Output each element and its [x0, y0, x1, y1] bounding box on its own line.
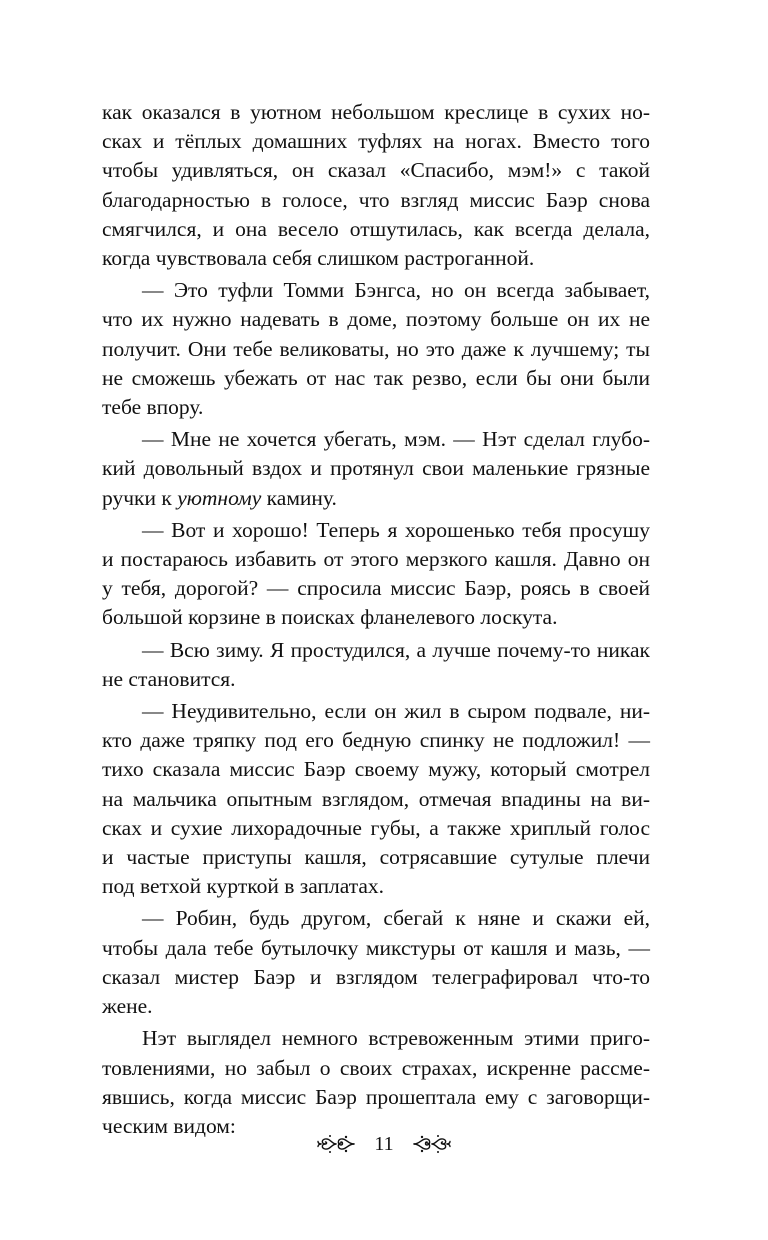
- text-line: не сможешь убежать от нас так резво, если бы они были: [102, 365, 650, 390]
- text-line: тебе впору.: [102, 395, 204, 420]
- text-line: на мальчика опытным взглядом, отмечая впадины на ви-: [102, 786, 650, 811]
- text-line: большой корзине в поисках фланелевого лоскута.: [102, 605, 558, 630]
- text-line: и постараюсь избавить от этого мерзкого кашля. Давно он: [102, 547, 650, 572]
- page-number: 11: [374, 1133, 394, 1155]
- text-line: сках и сухие лихорадочные губы, а также хриплый голос: [102, 815, 650, 840]
- text-line: когда чувствовала себя слишком растроганной.: [102, 246, 535, 271]
- flourish-ornament-left-icon: [316, 1132, 356, 1156]
- text-line: получит. Они тебе великоваты, но это даже к лучшему; ты: [102, 336, 650, 361]
- paragraph: [102, 1024, 650, 1141]
- paragraph: [102, 276, 650, 422]
- text-line: чтобы удивляться, он сказал «Спасибо, мэм!» с такой: [102, 158, 650, 183]
- text-line: тихо сказала миссис Баэр своему мужу, который смотрел: [102, 757, 650, 782]
- text-line: благодарностью в голосе, что взгляд миссис Баэр снова: [102, 187, 650, 212]
- paragraph: [102, 904, 650, 1021]
- text-line: сказал мистер Баэр и взглядом телеграфировал что-то: [102, 964, 650, 989]
- text-line: жене.: [102, 994, 153, 1019]
- text-line: Нэт выглядел немного встревоженным этими приго-: [142, 1026, 650, 1051]
- text-line: сках и тёплых домашних туфлях на ногах. Вместо того: [102, 129, 650, 154]
- text-line: — Это туфли Томми Бэнгса, но он всегда забывает,: [142, 278, 650, 303]
- text-line: не становится.: [102, 666, 236, 691]
- text-line: — Вот и хорошо! Теперь я хорошенько тебя просушу: [142, 517, 650, 542]
- page-footer: [0, 1126, 768, 1162]
- text-line: у тебя, дорогой? — спросила миссис Баэр, роясь в своей: [102, 576, 650, 601]
- text-line: и частые приступы кашля, сотрясавшие сутулые плечи: [102, 845, 650, 870]
- text-line: чтобы дала тебе бутылочку микстуры от кашля и мазь, —: [102, 935, 650, 960]
- text-line: как оказался в уютном небольшом креслице в сухих но-: [102, 100, 650, 124]
- text-line: — Мне не хочется убегать, мэм. — Нэт сделал глубо-: [142, 427, 650, 452]
- emphasized-word: уютному: [177, 485, 262, 510]
- text-line: — Робин, будь другом, сбегай к няне и скажи ей,: [142, 906, 650, 931]
- text-line: [102, 484, 650, 513]
- text-line: смягчился, и она весело отшутилась, как всегда делала,: [102, 216, 650, 241]
- text-run: камину.: [261, 485, 337, 510]
- text-run: ручки к: [102, 485, 178, 510]
- paragraph: [102, 697, 650, 901]
- text-line: товлениями, но забыл о своих страхах, искренне рассме-: [102, 1055, 650, 1080]
- paragraph: [102, 636, 650, 694]
- text-line: кто даже тряпку под его бедную спинку не подложил! —: [102, 728, 650, 753]
- text-line: ческим видом:: [102, 1113, 236, 1138]
- page-body: [102, 98, 650, 1141]
- text-line: что их нужно надевать в доме, поэтому больше он их не: [102, 307, 650, 332]
- text-line: под ветхой курткой в заплатах.: [102, 874, 385, 899]
- paragraph: [102, 98, 650, 273]
- text-line: — Неудивительно, если он жил в сыром подвале, ни-: [142, 699, 650, 724]
- text-line: кий довольный вздох и протянул свои маленькие грязные: [102, 456, 650, 481]
- paragraph: [102, 516, 650, 633]
- flourish-ornament-right-icon: [412, 1132, 452, 1156]
- text-line: — Всю зиму. Я простудился, а лучше почему-то никак: [142, 637, 650, 662]
- text-line: явшись, когда миссис Баэр прошептала ему с заговорщи-: [102, 1084, 650, 1109]
- paragraph: [102, 425, 650, 513]
